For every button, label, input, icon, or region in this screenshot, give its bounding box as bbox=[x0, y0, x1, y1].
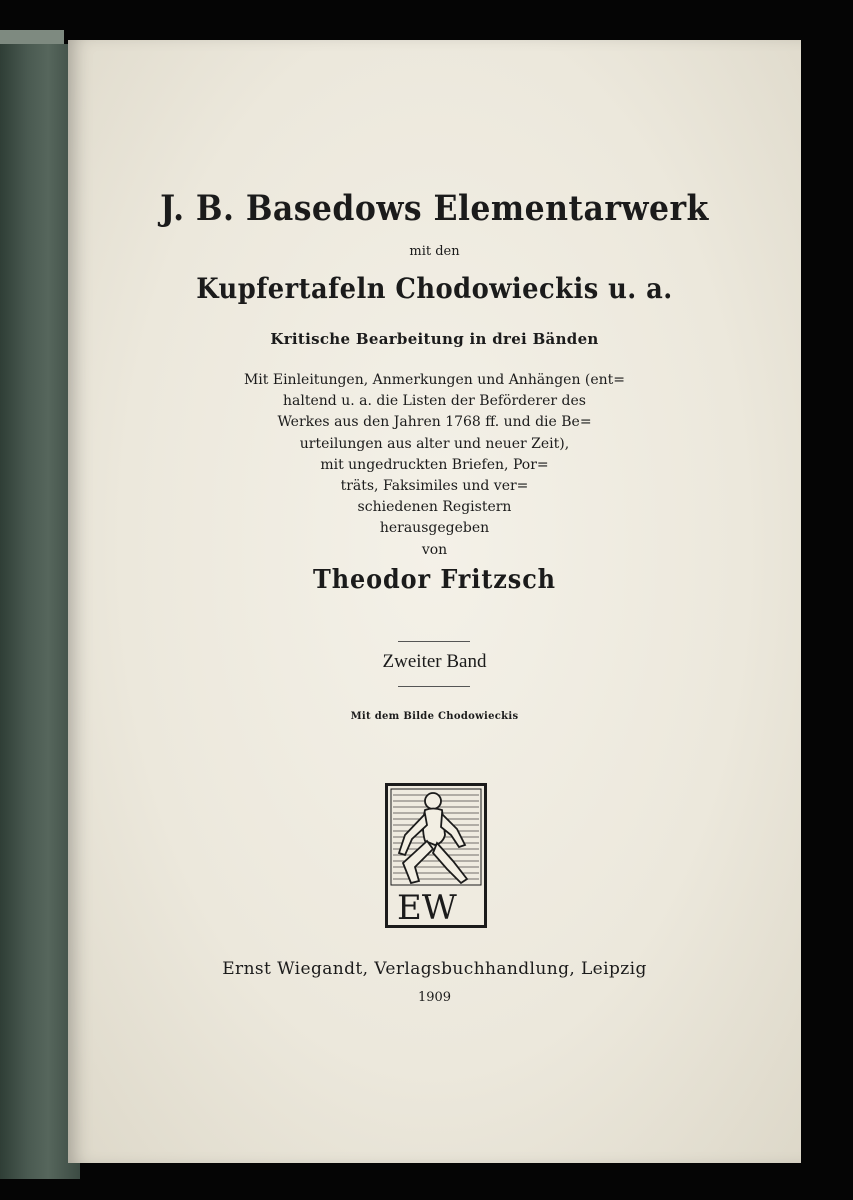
description-line: von bbox=[421, 541, 448, 558]
publisher-mark-icon bbox=[385, 783, 487, 928]
title-connector: mit den bbox=[409, 244, 460, 259]
description-line: herausgegeben bbox=[379, 520, 490, 537]
description-line: schiedenen Registern bbox=[357, 499, 512, 516]
publisher-mark-letters: EW bbox=[397, 888, 457, 928]
book-subtitle: Kupfertafeln Chodowieckis u. a. bbox=[196, 272, 673, 305]
description-line: mit ungedruckten Briefen, Por= bbox=[320, 456, 549, 473]
description-block bbox=[68, 370, 801, 561]
title-page bbox=[68, 40, 801, 1163]
description-line: Werkes aus den Jahren 1768 ff. und die Be= bbox=[277, 414, 592, 431]
edition-note: Kritische Bearbeitung in drei Bänden bbox=[270, 330, 599, 348]
divider-bottom bbox=[398, 686, 470, 687]
author-name: Theodor Fritzsch bbox=[312, 565, 556, 595]
volume-label: Zweiter Band bbox=[382, 651, 487, 672]
portrait-note: Mit dem Bilde Chodowieckis bbox=[350, 711, 519, 722]
publisher-line: Ernst Wiegandt, Verlagsbuchhandlung, Leipzig bbox=[222, 959, 647, 979]
publication-year: 1909 bbox=[417, 990, 452, 1005]
divider-top bbox=[398, 641, 470, 642]
description-line: haltend u. a. die Listen der Beförderer des bbox=[283, 393, 586, 410]
description-line: Mit Einleitungen, Anmerkungen und Anhängen (ent= bbox=[243, 372, 626, 388]
description-line: träts, Faksimiles und ver= bbox=[340, 478, 529, 495]
description-line: urteilungen aus alter und neuer Zeit), bbox=[299, 435, 570, 452]
book-title: J. B. Basedows Elementarwerk bbox=[160, 188, 709, 229]
